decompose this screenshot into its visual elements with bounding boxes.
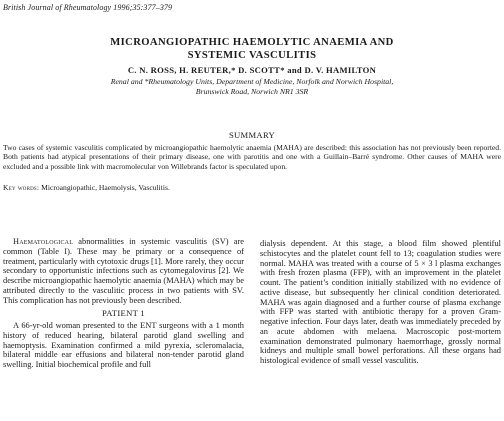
author-affiliation [0,77,504,97]
summary-heading: SUMMARY [228,130,276,140]
patient-1-heading: PATIENT 1 [101,308,146,319]
affiliation-line-1: Renal and *Rheumatology Units, Department of Medicine, Norfolk and Norwich Hospital, [110,77,394,86]
intro-lead-word: Haematological [13,237,74,246]
intro-paragraph [3,237,244,305]
keywords [3,183,501,192]
affiliation-line-2: Brunswick Road, Norwich NR1 3SR [195,87,309,96]
keywords-label: Key words: [3,183,40,192]
keywords-text: Microangiopathic, Haemolysis, Vasculitis. [39,183,170,192]
summary-text: Two cases of systemic vasculitis complicated by microangiopathic haemolytic anaemia (MAHA) are described: this association has not previously been reported. Both patients had atypical presentations of their primary disease, one with parotitis and one with a Guillain–Barré syndrome. Other causes of MAHA were excluded and a possible link with macromolecular von Willebrands factor is speculated upon. [3,143,501,171]
right-column [260,239,501,366]
article-title-line-1: MICROANGIOPATHIC HAEMOLYTIC ANAEMIA AND [110,37,394,48]
article-title-line-2: SYSTEMIC VASCULITIS [187,50,317,61]
patient-1-paragraph: A 66-yr-old woman presented to the ENT surgeons with a 1 month history of reduced hearing, bilateral parotid gland swelling and haemoptysis. Examination confirmed a mild pyrexia, scleromalacia, bilateral middle ear effusions and bilateral non-tender parotid gland swelling. Initial biochemical profile and full [3,321,244,369]
journal-volume-pages: 1996;35:377–379 [111,3,173,12]
article-title [0,36,504,62]
journal-citation [3,3,172,12]
article-authors: C. N. ROSS, H. REUTER,* D. SCOTT* and D. V. HAMILTON [127,65,377,75]
left-column [3,237,244,370]
intro-text: abnormalities in systemic vasculitis (SV) are common (Table I). These may be primary or a consequence of treatment, particularly with cytotoxic drugs [1]. More rarely, they occur secondary to opportunistic infections such as cytomegalovirus [2]. We describe microangiopathic haemolytic anaemia (MAHA) which may be attributed directly to the vasculitic process in two patients with SV. This complication has not previously been described. [3,237,244,305]
right-column-paragraph: dialysis dependent. At this stage, a blood film showed plentiful schistocytes and the platelet count fell to 13; coagulation studies were normal. MAHA was treated with a course of 5 × 3 l plasma exchanges with fresh frozen plasma (FFP), with an improvement in the platelet count. The patient’s condition initially stabilized with no evidence of active disease, but subsequently her clinical condition deteriorated. MAHA was again diagnosed and a further course of plasma exchange with FFP was started with antibiotic therapy for a proven Gram-negative infection. Four days later, death was immediately preceded by an acute abdomen with melaena. Macroscopic post-mortem examination demonstrated pulmonary haemorrhage, grossly normal kidneys and multiple small bowel perforations. All these organs had histological evidence of small vessel vasculitis. [260,239,501,365]
journal-name: British Journal of Rheumatology [3,3,112,12]
